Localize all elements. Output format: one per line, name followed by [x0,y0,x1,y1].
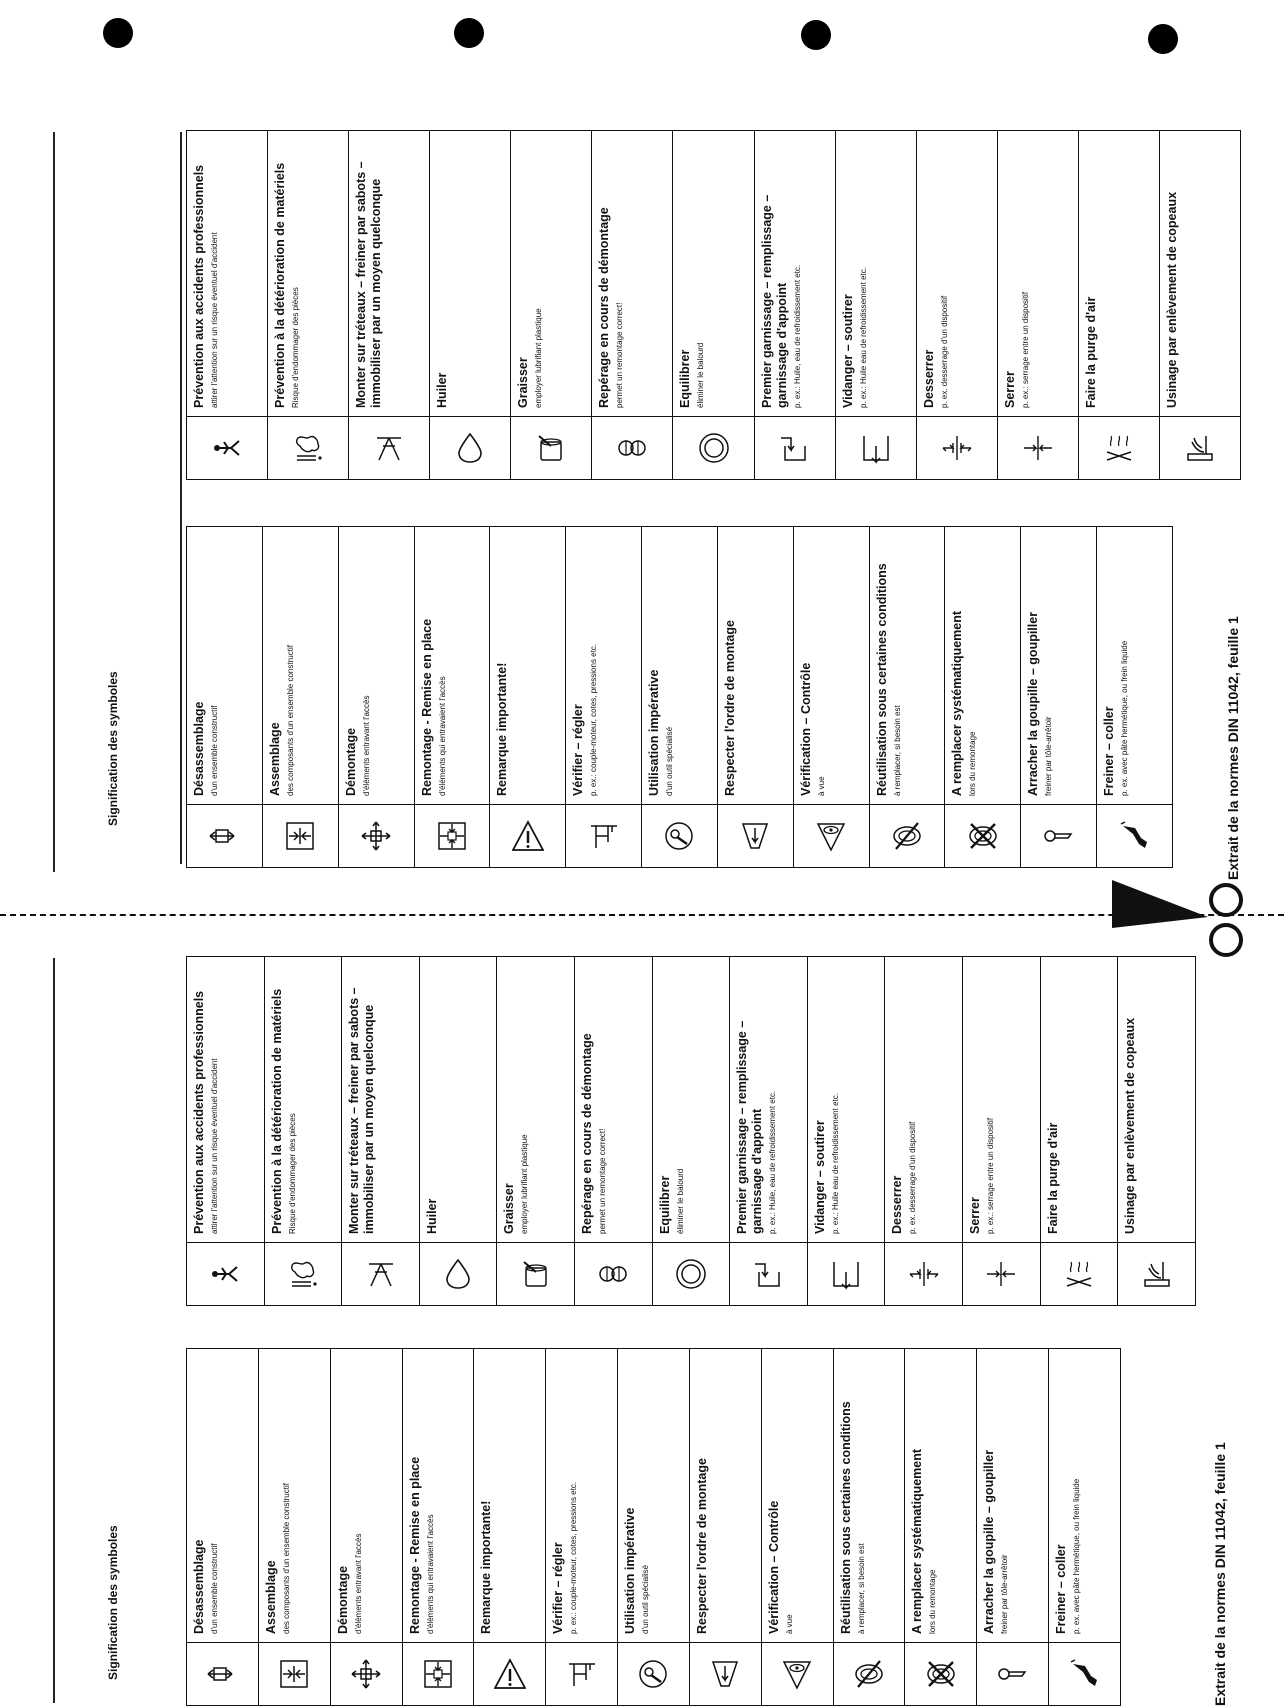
symbol-row [618,1349,690,1705]
symbol-title: Repérage en cours de démontage [597,207,612,408]
loosen-icon [885,1242,962,1305]
reuse-icon [870,804,945,867]
symbol-title: Réutilisation sous certaines conditions [874,563,889,796]
symbol-row [511,131,592,479]
machining-icon [1118,1242,1195,1305]
symbol-description: à vue [784,1614,794,1634]
symbol-description: lors du remontage [928,1569,938,1634]
fill-icon [730,1242,807,1305]
symbol-row [836,131,917,479]
margin-line [53,958,55,1703]
special-tool-icon [642,804,717,867]
symbol-row [349,131,430,479]
symbols-table-left [186,1348,1121,1706]
symbol-row [834,1349,906,1705]
symbol-title: Assemblage [267,722,282,796]
replace-icon [945,804,1020,867]
symbol-description: p. ex.: Huile eau de refroidissement etc. [858,267,868,408]
symbol-title: Remontage - Remise en place [407,1456,422,1634]
symbol-description: p. ex. desserrage d'un dispositif [908,1121,918,1234]
symbol-description: d'éléments qui entravaient l'accès [437,676,447,796]
symbol-title: Faire la purge d'air [1083,296,1098,408]
pin-icon [977,1642,1048,1705]
symbol-row [762,1349,834,1705]
symbol-description: p. ex.: Huile, eau de refroidissement etc. [768,1090,778,1234]
assembly-icon [263,804,338,867]
symbol-row [653,957,731,1305]
symbol-description: freiner par tôle-arrêtoir [1000,1554,1010,1634]
symbol-title: Huiler [435,372,450,408]
symbol-title: Huiler [424,1198,439,1234]
mark-icon [592,416,672,479]
symbol-title: Démontage [343,727,358,796]
grease-icon [511,416,591,479]
symbol-row [917,131,998,479]
symbol-title: A remplacer systématiquement [910,1448,925,1634]
symbol-description: à remplacer, si besoin est [892,705,902,796]
disassembly-icon [187,804,262,867]
symbol-description: p. ex.: Huile eau de refroidissement etc. [830,1093,840,1234]
symbol-title: Prévention à la détérioration de matériels [273,162,288,408]
symbol-description: lors du remontage [968,731,978,796]
symbol-description: Risque d'endommager des pièces [291,287,301,408]
trestle-icon [349,416,429,479]
symbol-row [1021,527,1097,867]
symbol-title: Assemblage [263,1560,278,1634]
symbol-title: Vérifier – régler [571,704,586,796]
symbol-title: Respecter l'ordre de montage [694,1458,709,1634]
damage-icon [268,416,348,479]
symbol-description: permet un remontage correct! [598,1128,608,1234]
symbol-title: Arracher la goupille – goupiller [982,1449,997,1634]
symbol-title: Réutilisation sous certaines conditions [838,1401,853,1634]
symbol-title: Premier garnissage – remplissage – garnissage d'appoint [759,194,789,408]
symbol-title: Utilisation impérative [623,1507,638,1634]
glue-icon [1049,1642,1120,1705]
symbol-description: des composants d'un ensemble constructif [285,645,295,796]
symbol-row [546,1349,618,1705]
symbol-row [263,527,339,867]
symbol-description: p. ex.: Huile, eau de refroidissement etc. [792,264,802,408]
symbol-row [755,131,836,479]
symbol-row [977,1349,1049,1705]
warning-triangle-icon [490,804,565,867]
symbol-description: éliminer le balourd [696,342,706,408]
symbol-title: Desserrer [921,349,936,408]
symbol-row [265,957,343,1305]
caliper-icon [546,1642,617,1705]
symbol-row [187,527,263,867]
symbol-row [730,957,808,1305]
disassembly-icon [187,1642,258,1705]
special-tool-icon [618,1642,689,1705]
symbol-row [870,527,946,867]
dismantle-icon [331,1642,402,1705]
symbol-title: Vérification – Contrôle [766,1500,781,1634]
symbol-row [945,527,1021,867]
symbol-row [808,957,886,1305]
cut-line [0,914,1284,916]
symbol-description: p. ex. avec pâte hermétique, ou frein liquide [1120,640,1130,796]
symbol-row [474,1349,546,1705]
symbol-description: d'un ensemble constructif [210,1543,219,1634]
symbol-row [575,957,653,1305]
symbol-row [187,957,265,1305]
symbol-title: Vidanger – soutirer [840,294,855,408]
symbol-title: Remarque importante! [479,1500,494,1634]
symbol-row [905,1349,977,1705]
order-icon [690,1642,761,1705]
loosen-icon [917,416,997,479]
symbol-description: p. ex. desserrage d'un dispositif [939,295,949,408]
symbol-description: employer lubrifiant plastique [520,1134,530,1234]
symbol-title: A remplacer systématiquement [950,610,965,796]
trestle-icon [342,1242,419,1305]
damage-icon [265,1242,342,1305]
mark-icon [575,1242,652,1305]
symbols-table-left [186,526,1173,868]
worker-safety-icon [187,1242,264,1305]
balance-icon [673,416,753,479]
symbol-row [592,131,673,479]
symbol-row [403,1349,475,1705]
tighten-icon [998,416,1078,479]
symbol-row [1097,527,1172,867]
refit-icon [415,804,490,867]
eye-icon [762,1642,833,1705]
symbol-row [490,527,566,867]
symbol-row [1041,957,1119,1305]
symbol-row [794,527,870,867]
punch-hole [454,18,484,48]
symbol-title: Equilibrer [678,349,693,408]
symbol-title: Prévention aux accidents professionnels [192,164,206,408]
dismantle-icon [339,804,414,867]
symbol-row [339,527,415,867]
fill-icon [755,416,835,479]
air-bleed-icon [1041,1242,1118,1305]
symbol-description: d'un ensemble constructif [210,705,219,796]
symbol-row [187,131,268,479]
pin-icon [1021,804,1096,867]
symbol-row [430,131,511,479]
footer-note: Extrait de la normes DIN 11042, feuille 1 [1212,1442,1228,1706]
symbol-description: p. ex.: couple-moteur, cotes, pressions etc. [589,643,599,796]
caliper-icon [566,804,641,867]
replace-icon [905,1642,976,1705]
symbol-title: Usinage par enlèvement de copeaux [1164,191,1179,408]
warning-triangle-icon [474,1642,545,1705]
symbol-description: d'éléments qui entravaient l'accès [425,1514,435,1634]
symbol-description: à remplacer, si besoin est [856,1543,866,1634]
symbol-row [718,527,794,867]
symbol-row [415,527,491,867]
symbol-description: d'éléments entravant l'accès [353,1533,363,1634]
symbol-title: Désassemblage [192,1539,206,1634]
symbol-title: Monter sur tréteaux – freiner par sabots – immobiliser par un moyen quelconque [354,161,384,408]
symbol-row [885,957,963,1305]
symbol-title: Vérifier – régler [551,1542,566,1634]
margin-line [180,132,182,864]
symbol-title: Prévention à la détérioration de matériels [269,988,284,1234]
symbol-title: Usinage par enlèvement de copeaux [1123,1017,1138,1234]
symbol-description: p. ex. avec pâte hermétique, ou frein liquide [1072,1478,1082,1634]
oil-drop-icon [420,1242,497,1305]
symbol-title: Desserrer [890,1175,905,1234]
symbol-title: Repérage en cours de démontage [580,1033,595,1234]
symbol-title: Graisser [516,357,531,408]
symbol-title: Freiner – coller [1102,706,1117,796]
symbol-title: Remarque importante! [495,662,510,796]
symbol-description: éliminer le balourd [675,1168,685,1234]
symbol-description: p. ex.: serrage entre un dispositif [986,1117,996,1234]
symbols-table-right [186,130,1241,480]
drain-icon [836,416,916,479]
symbol-row [342,957,420,1305]
symbol-row [331,1349,403,1705]
eye-icon [794,804,869,867]
symbol-description: p. ex.: serrage entre un dispositif [1020,291,1030,408]
symbol-row [497,957,575,1305]
reuse-icon [834,1642,905,1705]
symbol-row [998,131,1079,479]
symbol-title: Graisser [502,1183,517,1234]
symbol-row [1118,957,1195,1305]
symbol-description: d'éléments entravant l'accès [361,695,371,796]
symbol-title: Respecter l'ordre de montage [722,620,737,796]
symbol-row [420,957,498,1305]
symbol-title: Serrer [1002,371,1017,408]
symbol-description: d'un outil spécialisé [665,726,675,796]
symbol-description: freiner par tôle-arrêtoir [1044,716,1054,796]
section-heading: Signification des symboles [106,1525,120,1680]
symbol-row [963,957,1041,1305]
oil-drop-icon [430,416,510,479]
symbol-title: Premier garnissage – remplissage – garnissage d'appoint [735,1020,765,1234]
symbol-title: Arracher la goupille – goupiller [1026,611,1041,796]
symbols-table-right [186,956,1196,1306]
symbol-row [673,131,754,479]
punch-hole [103,18,133,48]
scissors-icon [1108,870,1258,960]
symbol-row [1160,131,1240,479]
symbol-row [259,1349,331,1705]
refit-icon [403,1642,474,1705]
footer-note: Extrait de la normes DIN 11042, feuille 1 [1225,616,1241,880]
symbol-row [566,527,642,867]
punch-hole [1148,24,1178,54]
symbol-title: Vidanger – soutirer [812,1120,827,1234]
tighten-icon [963,1242,1040,1305]
symbol-row [690,1349,762,1705]
section-heading: Signification des symboles [106,671,120,826]
symbol-title: Prévention aux accidents professionnels [192,990,206,1234]
punch-hole [801,20,831,50]
machining-icon [1160,416,1240,479]
grease-icon [497,1242,574,1305]
symbol-row [268,131,349,479]
symbol-description: d'un outil spécialisé [641,1564,651,1634]
symbol-title: Vérification – Contrôle [798,662,813,796]
symbol-description: à vue [816,776,826,796]
symbol-title: Faire la purge d'air [1045,1122,1060,1234]
symbol-row [1079,131,1160,479]
symbol-description: Risque d'endommager des pièces [287,1113,297,1234]
symbol-row [642,527,718,867]
symbol-title: Utilisation impérative [647,669,662,796]
assembly-icon [259,1642,330,1705]
symbol-row [1049,1349,1120,1705]
symbol-title: Monter sur tréteaux – freiner par sabots – immobiliser par un moyen quelconque [347,987,377,1234]
symbol-description: des composants d'un ensemble constructif [281,1483,291,1634]
symbol-description: p. ex.: couple-moteur, cotes, pressions etc. [569,1481,579,1634]
symbol-title: Serrer [968,1197,983,1234]
glue-icon [1097,804,1172,867]
symbol-description: employer lubrifiant plastique [534,308,544,408]
worker-safety-icon [187,416,267,479]
symbol-description: attirer l'attention sur un risque éventuel d'accident [210,1058,219,1234]
symbol-description: attirer l'attention sur un risque éventuel d'accident [210,232,219,408]
symbol-title: Démontage [335,1565,350,1634]
drain-icon [808,1242,885,1305]
symbol-title: Désassemblage [192,701,206,796]
symbol-description: permet un remontage correct! [615,302,625,408]
balance-icon [653,1242,730,1305]
margin-line [53,132,55,872]
symbol-row [187,1349,259,1705]
symbol-title: Equilibrer [657,1175,672,1234]
order-icon [718,804,793,867]
air-bleed-icon [1079,416,1159,479]
symbol-title: Freiner – coller [1054,1544,1069,1634]
symbol-title: Remontage - Remise en place [419,618,434,796]
